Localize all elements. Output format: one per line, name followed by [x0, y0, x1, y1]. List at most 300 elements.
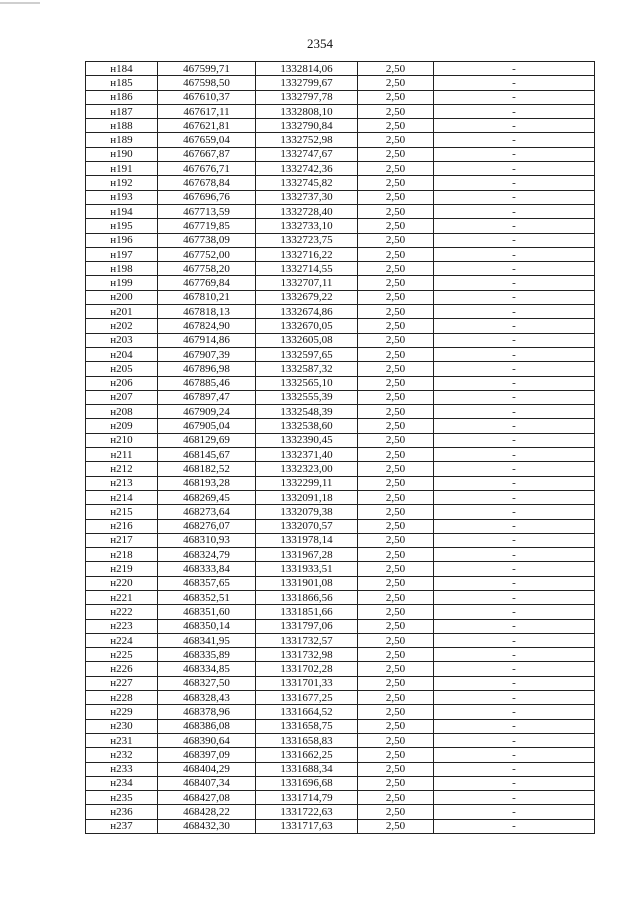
description-cell: - [434, 204, 595, 218]
accuracy-cell: 2,50 [358, 190, 434, 204]
accuracy-cell: 2,50 [358, 104, 434, 118]
description-cell: - [434, 605, 595, 619]
table-row [86, 676, 595, 690]
x-coordinate-cell: 468328,43 [158, 691, 256, 705]
y-coordinate-cell: 1332723,75 [256, 233, 358, 247]
y-coordinate-cell: 1332814,06 [256, 62, 358, 76]
description-cell: - [434, 319, 595, 333]
table-row [86, 276, 595, 290]
accuracy-cell: 2,50 [358, 776, 434, 790]
y-coordinate-cell: 1332752,98 [256, 133, 358, 147]
table-row [86, 705, 595, 719]
point-id-cell: н191 [86, 162, 158, 176]
x-coordinate-cell: 468269,45 [158, 490, 256, 504]
accuracy-cell: 2,50 [358, 662, 434, 676]
x-coordinate-cell: 468397,09 [158, 748, 256, 762]
table-row [86, 419, 595, 433]
point-id-cell: н197 [86, 247, 158, 261]
table-row [86, 147, 595, 161]
y-coordinate-cell: 1332679,22 [256, 290, 358, 304]
x-coordinate-cell: 468390,64 [158, 733, 256, 747]
description-cell: - [434, 533, 595, 547]
accuracy-cell: 2,50 [358, 247, 434, 261]
accuracy-cell: 2,50 [358, 305, 434, 319]
y-coordinate-cell: 1331717,63 [256, 819, 358, 833]
x-coordinate-cell: 468334,85 [158, 662, 256, 676]
y-coordinate-cell: 1331658,75 [256, 719, 358, 733]
x-coordinate-cell: 468341,95 [158, 633, 256, 647]
accuracy-cell: 2,50 [358, 819, 434, 833]
point-id-cell: н189 [86, 133, 158, 147]
accuracy-cell: 2,50 [358, 733, 434, 747]
table-row [86, 219, 595, 233]
accuracy-cell: 2,50 [358, 405, 434, 419]
x-coordinate-cell: 467676,71 [158, 162, 256, 176]
x-coordinate-cell: 467818,13 [158, 305, 256, 319]
description-cell: - [434, 376, 595, 390]
accuracy-cell: 2,50 [358, 562, 434, 576]
y-coordinate-cell: 1332091,18 [256, 490, 358, 504]
accuracy-cell: 2,50 [358, 333, 434, 347]
table-row [86, 819, 595, 833]
x-coordinate-cell: 467885,46 [158, 376, 256, 390]
accuracy-cell: 2,50 [358, 133, 434, 147]
accuracy-cell: 2,50 [358, 791, 434, 805]
table-row [86, 76, 595, 90]
accuracy-cell: 2,50 [358, 462, 434, 476]
table-row [86, 505, 595, 519]
table-row [86, 476, 595, 490]
x-coordinate-cell: 467914,86 [158, 333, 256, 347]
x-coordinate-cell: 467617,11 [158, 104, 256, 118]
point-id-cell: н236 [86, 805, 158, 819]
x-coordinate-cell: 467719,85 [158, 219, 256, 233]
accuracy-cell: 2,50 [358, 519, 434, 533]
description-cell: - [434, 390, 595, 404]
point-id-cell: н233 [86, 762, 158, 776]
point-id-cell: н231 [86, 733, 158, 747]
y-coordinate-cell: 1331967,28 [256, 548, 358, 562]
x-coordinate-cell: 467810,21 [158, 290, 256, 304]
description-cell: - [434, 791, 595, 805]
x-coordinate-cell: 468378,96 [158, 705, 256, 719]
point-id-cell: н212 [86, 462, 158, 476]
table-row [86, 119, 595, 133]
x-coordinate-cell: 467897,47 [158, 390, 256, 404]
table-row [86, 376, 595, 390]
y-coordinate-cell: 1331732,98 [256, 648, 358, 662]
x-coordinate-cell: 468145,67 [158, 448, 256, 462]
point-id-cell: н207 [86, 390, 158, 404]
table-row [86, 433, 595, 447]
table-row [86, 362, 595, 376]
table-row [86, 562, 595, 576]
x-coordinate-cell: 468182,52 [158, 462, 256, 476]
table-row [86, 733, 595, 747]
point-id-cell: н211 [86, 448, 158, 462]
table-row [86, 548, 595, 562]
point-id-cell: н193 [86, 190, 158, 204]
point-id-cell: н198 [86, 262, 158, 276]
x-coordinate-cell: 468357,65 [158, 576, 256, 590]
point-id-cell: н220 [86, 576, 158, 590]
point-id-cell: н196 [86, 233, 158, 247]
description-cell: - [434, 719, 595, 733]
accuracy-cell: 2,50 [358, 590, 434, 604]
description-cell: - [434, 462, 595, 476]
description-cell: - [434, 104, 595, 118]
description-cell: - [434, 733, 595, 747]
accuracy-cell: 2,50 [358, 805, 434, 819]
y-coordinate-cell: 1331978,14 [256, 533, 358, 547]
x-coordinate-cell: 468129,69 [158, 433, 256, 447]
description-cell: - [434, 519, 595, 533]
table-row [86, 347, 595, 361]
description-cell: - [434, 133, 595, 147]
table-row [86, 133, 595, 147]
description-cell: - [434, 305, 595, 319]
x-coordinate-cell: 467659,04 [158, 133, 256, 147]
description-cell: - [434, 505, 595, 519]
table-row [86, 162, 595, 176]
y-coordinate-cell: 1332555,39 [256, 390, 358, 404]
point-id-cell: н210 [86, 433, 158, 447]
description-cell: - [434, 576, 595, 590]
point-id-cell: н200 [86, 290, 158, 304]
accuracy-cell: 2,50 [358, 233, 434, 247]
y-coordinate-cell: 1332790,84 [256, 119, 358, 133]
accuracy-cell: 2,50 [358, 62, 434, 76]
y-coordinate-cell: 1331732,57 [256, 633, 358, 647]
point-id-cell: н184 [86, 62, 158, 76]
table-row [86, 305, 595, 319]
table-row [86, 576, 595, 590]
accuracy-cell: 2,50 [358, 347, 434, 361]
point-id-cell: н185 [86, 76, 158, 90]
y-coordinate-cell: 1332707,11 [256, 276, 358, 290]
accuracy-cell: 2,50 [358, 676, 434, 690]
accuracy-cell: 2,50 [358, 476, 434, 490]
description-cell: - [434, 190, 595, 204]
accuracy-cell: 2,50 [358, 219, 434, 233]
y-coordinate-cell: 1331702,28 [256, 662, 358, 676]
accuracy-cell: 2,50 [358, 390, 434, 404]
point-id-cell: н227 [86, 676, 158, 690]
y-coordinate-cell: 1331677,25 [256, 691, 358, 705]
y-coordinate-cell: 1332597,65 [256, 347, 358, 361]
table-row [86, 490, 595, 504]
accuracy-cell: 2,50 [358, 605, 434, 619]
description-cell: - [434, 405, 595, 419]
point-id-cell: н230 [86, 719, 158, 733]
accuracy-cell: 2,50 [358, 633, 434, 647]
table-row [86, 590, 595, 604]
y-coordinate-cell: 1332742,36 [256, 162, 358, 176]
table-row [86, 333, 595, 347]
table-body [86, 62, 595, 834]
point-id-cell: н205 [86, 362, 158, 376]
accuracy-cell: 2,50 [358, 448, 434, 462]
accuracy-cell: 2,50 [358, 719, 434, 733]
table-row [86, 190, 595, 204]
description-cell: - [434, 62, 595, 76]
x-coordinate-cell: 467621,81 [158, 119, 256, 133]
accuracy-cell: 2,50 [358, 147, 434, 161]
point-id-cell: н195 [86, 219, 158, 233]
x-coordinate-cell: 468386,08 [158, 719, 256, 733]
table-row [86, 805, 595, 819]
point-id-cell: н219 [86, 562, 158, 576]
accuracy-cell: 2,50 [358, 276, 434, 290]
table-row [86, 633, 595, 647]
point-id-cell: н203 [86, 333, 158, 347]
point-id-cell: н234 [86, 776, 158, 790]
point-id-cell: н221 [86, 590, 158, 604]
accuracy-cell: 2,50 [358, 204, 434, 218]
description-cell: - [434, 448, 595, 462]
y-coordinate-cell: 1332605,08 [256, 333, 358, 347]
point-id-cell: н194 [86, 204, 158, 218]
description-cell: - [434, 819, 595, 833]
x-coordinate-cell: 468333,84 [158, 562, 256, 576]
y-coordinate-cell: 1331714,79 [256, 791, 358, 805]
point-id-cell: н206 [86, 376, 158, 390]
y-coordinate-cell: 1331662,25 [256, 748, 358, 762]
x-coordinate-cell: 467713,59 [158, 204, 256, 218]
x-coordinate-cell: 467758,20 [158, 262, 256, 276]
accuracy-cell: 2,50 [358, 419, 434, 433]
accuracy-cell: 2,50 [358, 619, 434, 633]
table-row [86, 648, 595, 662]
point-id-cell: н226 [86, 662, 158, 676]
description-cell: - [434, 333, 595, 347]
table-row [86, 776, 595, 790]
y-coordinate-cell: 1331933,51 [256, 562, 358, 576]
x-coordinate-cell: 468273,64 [158, 505, 256, 519]
y-coordinate-cell: 1332323,00 [256, 462, 358, 476]
accuracy-cell: 2,50 [358, 748, 434, 762]
point-id-cell: н202 [86, 319, 158, 333]
description-cell: - [434, 633, 595, 647]
description-cell: - [434, 147, 595, 161]
x-coordinate-cell: 467738,09 [158, 233, 256, 247]
description-cell: - [434, 762, 595, 776]
y-coordinate-cell: 1331664,52 [256, 705, 358, 719]
table-row [86, 247, 595, 261]
x-coordinate-cell: 467599,71 [158, 62, 256, 76]
x-coordinate-cell: 468432,30 [158, 819, 256, 833]
description-cell: - [434, 748, 595, 762]
table-row [86, 762, 595, 776]
accuracy-cell: 2,50 [358, 162, 434, 176]
point-id-cell: н229 [86, 705, 158, 719]
x-coordinate-cell: 467824,90 [158, 319, 256, 333]
description-cell: - [434, 662, 595, 676]
table-row [86, 748, 595, 762]
accuracy-cell: 2,50 [358, 362, 434, 376]
table-row [86, 448, 595, 462]
point-id-cell: н187 [86, 104, 158, 118]
table-row [86, 719, 595, 733]
x-coordinate-cell: 467752,00 [158, 247, 256, 261]
table-row [86, 233, 595, 247]
y-coordinate-cell: 1332587,32 [256, 362, 358, 376]
table-row [86, 90, 595, 104]
x-coordinate-cell: 468310,93 [158, 533, 256, 547]
x-coordinate-cell: 468427,08 [158, 791, 256, 805]
y-coordinate-cell: 1332737,30 [256, 190, 358, 204]
y-coordinate-cell: 1332390,45 [256, 433, 358, 447]
point-id-cell: н216 [86, 519, 158, 533]
y-coordinate-cell: 1332674,86 [256, 305, 358, 319]
point-id-cell: н213 [86, 476, 158, 490]
y-coordinate-cell: 1332797,78 [256, 90, 358, 104]
point-id-cell: н186 [86, 90, 158, 104]
x-coordinate-cell: 467696,76 [158, 190, 256, 204]
point-id-cell: н190 [86, 147, 158, 161]
x-coordinate-cell: 468335,89 [158, 648, 256, 662]
accuracy-cell: 2,50 [358, 705, 434, 719]
y-coordinate-cell: 1332799,67 [256, 76, 358, 90]
point-id-cell: н209 [86, 419, 158, 433]
table-row [86, 204, 595, 218]
description-cell: - [434, 548, 595, 562]
x-coordinate-cell: 468428,22 [158, 805, 256, 819]
description-cell: - [434, 476, 595, 490]
x-coordinate-cell: 468407,34 [158, 776, 256, 790]
point-id-cell: н232 [86, 748, 158, 762]
y-coordinate-cell: 1331851,66 [256, 605, 358, 619]
table-row [86, 319, 595, 333]
description-cell: - [434, 290, 595, 304]
accuracy-cell: 2,50 [358, 548, 434, 562]
point-id-cell: н208 [86, 405, 158, 419]
y-coordinate-cell: 1332747,67 [256, 147, 358, 161]
y-coordinate-cell: 1332299,11 [256, 476, 358, 490]
y-coordinate-cell: 1332745,82 [256, 176, 358, 190]
table-row [86, 791, 595, 805]
table-row [86, 104, 595, 118]
point-id-cell: н224 [86, 633, 158, 647]
accuracy-cell: 2,50 [358, 762, 434, 776]
point-id-cell: н215 [86, 505, 158, 519]
x-coordinate-cell: 467610,37 [158, 90, 256, 104]
description-cell: - [434, 119, 595, 133]
point-id-cell: н222 [86, 605, 158, 619]
y-coordinate-cell: 1331722,63 [256, 805, 358, 819]
y-coordinate-cell: 1331658,83 [256, 733, 358, 747]
accuracy-cell: 2,50 [358, 490, 434, 504]
description-cell: - [434, 219, 595, 233]
description-cell: - [434, 362, 595, 376]
table-row [86, 605, 595, 619]
x-coordinate-cell: 467907,39 [158, 347, 256, 361]
page-number: 2354 [307, 36, 333, 51]
y-coordinate-cell: 1332538,60 [256, 419, 358, 433]
description-cell: - [434, 648, 595, 662]
table-row [86, 519, 595, 533]
table-row [86, 462, 595, 476]
description-cell: - [434, 90, 595, 104]
point-id-cell: н217 [86, 533, 158, 547]
point-id-cell: н237 [86, 819, 158, 833]
y-coordinate-cell: 1332733,10 [256, 219, 358, 233]
x-coordinate-cell: 468350,14 [158, 619, 256, 633]
accuracy-cell: 2,50 [358, 648, 434, 662]
table-row [86, 662, 595, 676]
y-coordinate-cell: 1331797,06 [256, 619, 358, 633]
y-coordinate-cell: 1332728,40 [256, 204, 358, 218]
point-id-cell: н214 [86, 490, 158, 504]
description-cell: - [434, 490, 595, 504]
table-row [86, 290, 595, 304]
description-cell: - [434, 619, 595, 633]
point-id-cell: н192 [86, 176, 158, 190]
x-coordinate-cell: 467598,50 [158, 76, 256, 90]
accuracy-cell: 2,50 [358, 119, 434, 133]
accuracy-cell: 2,50 [358, 262, 434, 276]
point-id-cell: н199 [86, 276, 158, 290]
table-row [86, 533, 595, 547]
x-coordinate-cell: 468404,29 [158, 762, 256, 776]
accuracy-cell: 2,50 [358, 691, 434, 705]
accuracy-cell: 2,50 [358, 290, 434, 304]
y-coordinate-cell: 1331696,68 [256, 776, 358, 790]
y-coordinate-cell: 1331901,08 [256, 576, 358, 590]
description-cell: - [434, 776, 595, 790]
description-cell: - [434, 276, 595, 290]
accuracy-cell: 2,50 [358, 319, 434, 333]
description-cell: - [434, 162, 595, 176]
x-coordinate-cell: 468352,51 [158, 590, 256, 604]
description-cell: - [434, 233, 595, 247]
point-id-cell: н223 [86, 619, 158, 633]
boundary-points-table [85, 61, 595, 834]
description-cell: - [434, 262, 595, 276]
accuracy-cell: 2,50 [358, 433, 434, 447]
description-cell: - [434, 347, 595, 361]
description-cell: - [434, 805, 595, 819]
y-coordinate-cell: 1332714,55 [256, 262, 358, 276]
scan-edge-mark [0, 2, 40, 4]
y-coordinate-cell: 1332548,39 [256, 405, 358, 419]
x-coordinate-cell: 468193,28 [158, 476, 256, 490]
point-id-cell: н204 [86, 347, 158, 361]
description-cell: - [434, 247, 595, 261]
y-coordinate-cell: 1332565,10 [256, 376, 358, 390]
accuracy-cell: 2,50 [358, 533, 434, 547]
description-cell: - [434, 590, 595, 604]
point-id-cell: н201 [86, 305, 158, 319]
accuracy-cell: 2,50 [358, 505, 434, 519]
accuracy-cell: 2,50 [358, 90, 434, 104]
x-coordinate-cell: 467905,04 [158, 419, 256, 433]
table-row [86, 619, 595, 633]
y-coordinate-cell: 1332070,57 [256, 519, 358, 533]
table-row [86, 405, 595, 419]
point-id-cell: н218 [86, 548, 158, 562]
table-row [86, 62, 595, 76]
description-cell: - [434, 691, 595, 705]
x-coordinate-cell: 468351,60 [158, 605, 256, 619]
accuracy-cell: 2,50 [358, 576, 434, 590]
table-row [86, 262, 595, 276]
point-id-cell: н225 [86, 648, 158, 662]
accuracy-cell: 2,50 [358, 376, 434, 390]
table-row [86, 176, 595, 190]
table-row [86, 390, 595, 404]
y-coordinate-cell: 1332716,22 [256, 247, 358, 261]
